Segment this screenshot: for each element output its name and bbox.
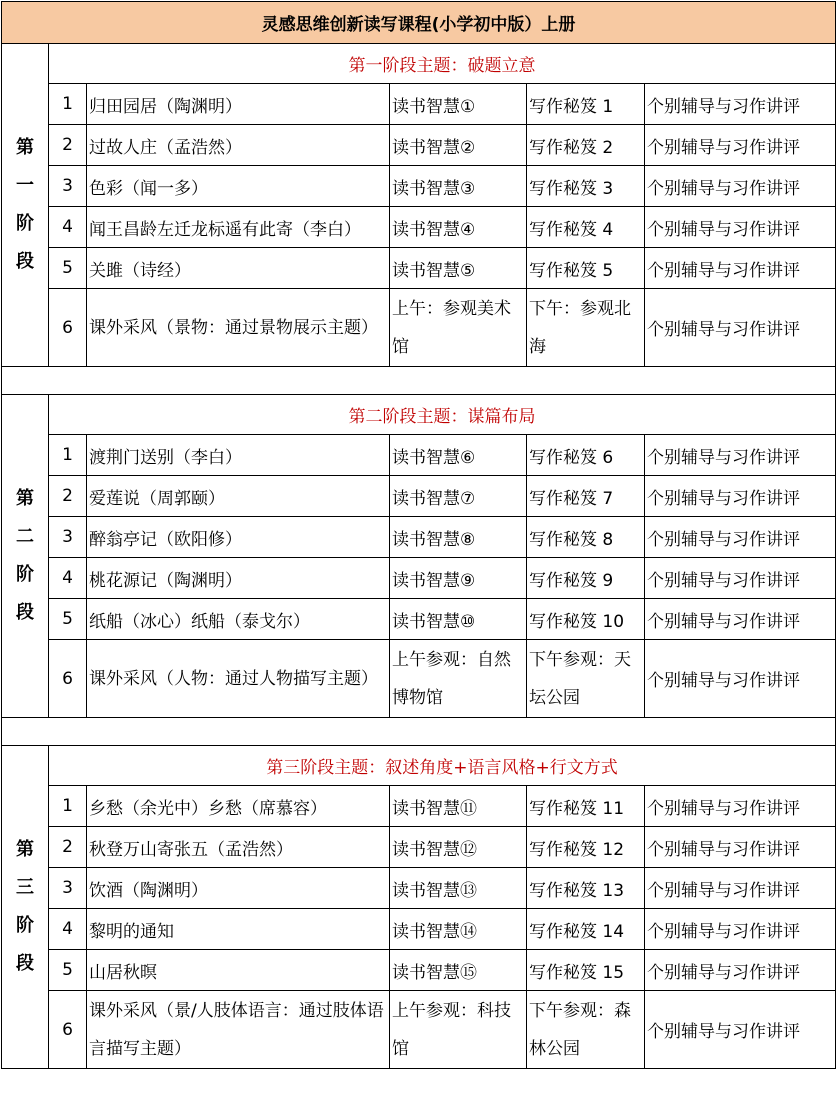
stage-label-char: 二 [16, 526, 34, 547]
table-row [2, 599, 836, 640]
lesson-title: 课外采风（景/人肢体语言：通过肢体语言描写主题） [87, 991, 390, 1069]
stage-spacer [2, 718, 836, 746]
lesson-number: 1 [49, 84, 87, 125]
stage-theme: 第二阶段主题：谋篇布局 [49, 395, 836, 435]
stage-label-char: 段 [16, 602, 34, 623]
tutoring-cell: 个别辅导与习作讲评 [645, 640, 836, 718]
reading-cell: 读书智慧⑦ [390, 476, 527, 517]
tutoring-cell: 个别辅导与习作讲评 [645, 827, 836, 868]
stage-theme: 第三阶段主题：叙述角度+语言风格+行文方式 [49, 746, 836, 786]
reading-cell: 读书智慧⑪ [390, 786, 527, 827]
stage-label-char: 阶 [16, 915, 34, 936]
stage-label-char: 第 [16, 488, 34, 509]
lesson-number: 3 [49, 517, 87, 558]
writing-cell: 下午：参观北海 [527, 289, 645, 367]
stage-label-char: 三 [16, 877, 34, 898]
tutoring-cell: 个别辅导与习作讲评 [645, 517, 836, 558]
lesson-title: 课外采风（景物：通过景物展示主题） [87, 289, 390, 367]
table-row [2, 827, 836, 868]
lesson-title: 关雎（诗经） [87, 248, 390, 289]
lesson-number: 2 [49, 827, 87, 868]
lesson-number: 1 [49, 786, 87, 827]
reading-cell: 读书智慧② [390, 125, 527, 166]
stage-theme: 第一阶段主题：破题立意 [49, 44, 836, 84]
stage-label [2, 395, 49, 718]
lesson-title: 色彩（闻一多） [87, 166, 390, 207]
table-row [2, 950, 836, 991]
lesson-number: 1 [49, 435, 87, 476]
lesson-number: 4 [49, 207, 87, 248]
lesson-title: 饮酒（陶渊明） [87, 868, 390, 909]
writing-cell: 写作秘笈 6 [527, 435, 645, 476]
lesson-number: 6 [49, 991, 87, 1069]
reading-cell: 读书智慧⑫ [390, 827, 527, 868]
lesson-title: 黎明的通知 [87, 909, 390, 950]
writing-cell: 写作秘笈 11 [527, 786, 645, 827]
table-row [2, 517, 836, 558]
table-row [2, 125, 836, 166]
writing-cell: 写作秘笈 5 [527, 248, 645, 289]
spacer-cell [2, 367, 836, 395]
reading-cell: 读书智慧⑮ [390, 950, 527, 991]
stage-label-char: 阶 [16, 564, 34, 585]
tutoring-cell: 个别辅导与习作讲评 [645, 909, 836, 950]
writing-cell: 写作秘笈 7 [527, 476, 645, 517]
tutoring-cell: 个别辅导与习作讲评 [645, 476, 836, 517]
writing-cell: 写作秘笈 10 [527, 599, 645, 640]
tutoring-cell: 个别辅导与习作讲评 [645, 435, 836, 476]
tutoring-cell: 个别辅导与习作讲评 [645, 166, 836, 207]
reading-cell: 上午参观：科技馆 [390, 991, 527, 1069]
lesson-title: 乡愁（余光中）乡愁（席慕容） [87, 786, 390, 827]
tutoring-cell: 个别辅导与习作讲评 [645, 950, 836, 991]
tutoring-cell: 个别辅导与习作讲评 [645, 207, 836, 248]
table-row [2, 868, 836, 909]
stage-spacer [2, 367, 836, 395]
table-row [2, 166, 836, 207]
stage-label [2, 746, 49, 1069]
reading-cell: 读书智慧⑧ [390, 517, 527, 558]
table-row [2, 476, 836, 517]
table-row [2, 435, 836, 476]
lesson-number: 6 [49, 640, 87, 718]
reading-cell: 读书智慧④ [390, 207, 527, 248]
table-row [2, 558, 836, 599]
lesson-number: 5 [49, 599, 87, 640]
lesson-number: 6 [49, 289, 87, 367]
tutoring-cell: 个别辅导与习作讲评 [645, 786, 836, 827]
lesson-number: 4 [49, 558, 87, 599]
tutoring-cell: 个别辅导与习作讲评 [645, 289, 836, 367]
table-row [2, 84, 836, 125]
writing-cell: 写作秘笈 1 [527, 84, 645, 125]
lesson-number: 3 [49, 868, 87, 909]
writing-cell: 写作秘笈 9 [527, 558, 645, 599]
lesson-title: 桃花源记（陶渊明） [87, 558, 390, 599]
lesson-title: 山居秋暝 [87, 950, 390, 991]
table-row [2, 207, 836, 248]
reading-cell: 读书智慧⑭ [390, 909, 527, 950]
tutoring-cell: 个别辅导与习作讲评 [645, 84, 836, 125]
tutoring-cell: 个别辅导与习作讲评 [645, 599, 836, 640]
writing-cell: 写作秘笈 12 [527, 827, 645, 868]
writing-cell: 写作秘笈 14 [527, 909, 645, 950]
lesson-number: 2 [49, 476, 87, 517]
lesson-title: 渡荆门送别（李白） [87, 435, 390, 476]
reading-cell: 读书智慧⑬ [390, 868, 527, 909]
table-row [2, 909, 836, 950]
table-row [2, 991, 836, 1069]
lesson-title: 课外采风（人物：通过人物描写主题） [87, 640, 390, 718]
lesson-title: 爱莲说（周郭颐） [87, 476, 390, 517]
lesson-title: 纸船（冰心）纸船（泰戈尔） [87, 599, 390, 640]
stage-label-char: 一 [16, 175, 34, 196]
reading-cell: 读书智慧① [390, 84, 527, 125]
writing-cell: 写作秘笈 15 [527, 950, 645, 991]
writing-cell: 写作秘笈 4 [527, 207, 645, 248]
spacer-cell [2, 718, 836, 746]
writing-cell: 下午参观：森林公园 [527, 991, 645, 1069]
writing-cell: 写作秘笈 2 [527, 125, 645, 166]
lesson-title: 醉翁亭记（欧阳修） [87, 517, 390, 558]
lesson-number: 4 [49, 909, 87, 950]
stage-label-char: 阶 [16, 213, 34, 234]
lesson-number: 2 [49, 125, 87, 166]
reading-cell: 上午：参观美术馆 [390, 289, 527, 367]
tutoring-cell: 个别辅导与习作讲评 [645, 558, 836, 599]
writing-cell: 写作秘笈 8 [527, 517, 645, 558]
lesson-title: 归田园居（陶渊明） [87, 84, 390, 125]
stage-label-char: 段 [16, 953, 34, 974]
stage-label-char: 第 [16, 839, 34, 860]
stage-label [2, 44, 49, 367]
tutoring-cell: 个别辅导与习作讲评 [645, 868, 836, 909]
reading-cell: 读书智慧⑥ [390, 435, 527, 476]
reading-cell: 上午参观：自然博物馆 [390, 640, 527, 718]
table-row [2, 640, 836, 718]
reading-cell: 读书智慧⑤ [390, 248, 527, 289]
reading-cell: 读书智慧③ [390, 166, 527, 207]
lesson-title: 过故人庄（孟浩然） [87, 125, 390, 166]
writing-cell: 下午参观：天坛公园 [527, 640, 645, 718]
tutoring-cell: 个别辅导与习作讲评 [645, 991, 836, 1069]
tutoring-cell: 个别辅导与习作讲评 [645, 125, 836, 166]
table-title: 灵感思维创新读写课程(小学初中版）上册 [2, 2, 836, 44]
writing-cell: 写作秘笈 13 [527, 868, 645, 909]
lesson-title: 闻王昌龄左迁龙标遥有此寄（李白） [87, 207, 390, 248]
table-row [2, 786, 836, 827]
reading-cell: 读书智慧⑩ [390, 599, 527, 640]
stage-label-char: 第 [16, 137, 34, 158]
lesson-number: 3 [49, 166, 87, 207]
table-row [2, 289, 836, 367]
lesson-number: 5 [49, 950, 87, 991]
table-row [2, 248, 836, 289]
tutoring-cell: 个别辅导与习作讲评 [645, 248, 836, 289]
curriculum-table [1, 1, 836, 1069]
lesson-title: 秋登万山寄张五（孟浩然） [87, 827, 390, 868]
lesson-number: 5 [49, 248, 87, 289]
writing-cell: 写作秘笈 3 [527, 166, 645, 207]
stage-label-char: 段 [16, 251, 34, 272]
reading-cell: 读书智慧⑨ [390, 558, 527, 599]
